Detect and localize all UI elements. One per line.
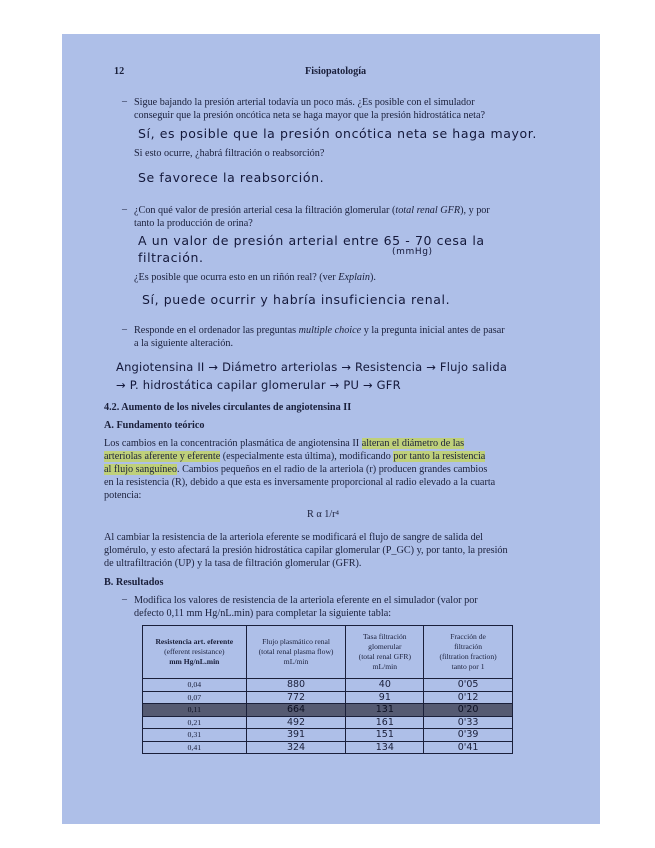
table-cell: 0'33 bbox=[424, 716, 513, 729]
table-row bbox=[143, 729, 513, 742]
bullet4-line1: Modifica los valores de resistencia de la arteriola eferente en el simulador (valor por bbox=[134, 595, 478, 606]
table-row-default bbox=[143, 704, 513, 717]
page-number: 12 bbox=[114, 66, 125, 77]
handwritten-unit: (mmHg) bbox=[392, 247, 433, 257]
table-cell: 0,11 bbox=[143, 704, 247, 717]
para2-line2: glomérulo, y esto afectará la presión hidrostática capilar glomerular (P_GC) y, por tanto, la presión bbox=[104, 545, 508, 556]
handwritten-answer-2: Se favorece la reabsorción. bbox=[138, 170, 325, 185]
para1-line5: potencia: bbox=[104, 490, 142, 501]
table-cell: 91 bbox=[346, 691, 424, 704]
table-cell: 0'20 bbox=[424, 704, 513, 717]
handwritten-answer-3: A un valor de presión arterial entre 65 - 70 cesa la bbox=[138, 233, 485, 248]
para2-line1: Al cambiar la resistencia de la arteriola eferente se modificará el flujo de sangre de salida del bbox=[104, 532, 484, 543]
col-header-filtration-fraction: Fracción de filtración (filtration fraction) tanto por 1 bbox=[424, 626, 513, 679]
bullet3-line2: a la siguiente alteración. bbox=[134, 338, 233, 349]
bullet-dash: – bbox=[122, 324, 127, 335]
table-cell: 40 bbox=[346, 679, 424, 692]
table-cell: 0,41 bbox=[143, 741, 247, 754]
handwritten-answer-3b: filtración. bbox=[138, 250, 204, 265]
bullet-dash: – bbox=[122, 594, 127, 605]
bullet1-line2: conseguir que la presión oncótica neta se haga mayor que la presión hidrostática neta? bbox=[134, 110, 486, 121]
bullet1-line1: Sigue bajando la presión arterial todavía un poco más. ¿Es posible con el simulador bbox=[134, 97, 475, 108]
bullet4-line2: defecto 0,11 mm Hg/nL.min) para completar la siguiente tabla: bbox=[134, 608, 392, 619]
section-heading: 4.2. Aumento de los niveles circulantes de angiotensina II bbox=[104, 402, 352, 413]
table-row bbox=[143, 716, 513, 729]
table-cell: 0,07 bbox=[143, 691, 247, 704]
bullet-dash: – bbox=[122, 204, 127, 215]
para1-line1: Los cambios en la concentración plasmática de angiotensina II alteran el diámetro de las bbox=[104, 438, 465, 449]
table-cell: 664 bbox=[246, 704, 346, 717]
bullet-dash: – bbox=[122, 96, 127, 107]
para1-line3: al flujo sanguíneo. Cambios pequeños en el radio de la arteriola (r) producen grandes cambios bbox=[104, 464, 488, 475]
table-cell: 151 bbox=[346, 729, 424, 742]
bullet3-line1: Responde en el ordenador las preguntas multiple choice y la pregunta inicial antes de pasar bbox=[134, 325, 505, 336]
table-row bbox=[143, 691, 513, 704]
bullet2-line2: tanto la producción de orina? bbox=[134, 218, 253, 229]
table-cell: 0,21 bbox=[143, 716, 247, 729]
table-cell: 0'12 bbox=[424, 691, 513, 704]
table-cell: 391 bbox=[246, 729, 346, 742]
table-cell: 0'39 bbox=[424, 729, 513, 742]
handwritten-answer-4: Sí, puede ocurrir y habría insuficiencia renal. bbox=[142, 292, 451, 307]
para1-line2: arteriolas aferente y eferente (especialmente esta última), modificando por tanto la resistencia bbox=[104, 451, 486, 462]
table-cell: 161 bbox=[346, 716, 424, 729]
bullet1-follow-up: Si esto ocurre, ¿habrá filtración o reabsorción? bbox=[134, 148, 325, 159]
table-cell: 0'05 bbox=[424, 679, 513, 692]
handwritten-chain-line2: → P. hidrostática capilar glomerular → PU → GFR bbox=[116, 378, 401, 392]
table-cell: 134 bbox=[346, 741, 424, 754]
table-cell: 772 bbox=[246, 691, 346, 704]
col-header-gfr: Tasa filtración glomerular (total renal GFR) mL/min bbox=[346, 626, 424, 679]
table-cell: 0'41 bbox=[424, 741, 513, 754]
handwritten-chain-line1: Angiotensina II → Diámetro arteriolas → Resistencia → Flujo salida bbox=[116, 360, 508, 374]
table-cell: 324 bbox=[246, 741, 346, 754]
handwritten-answer-1: Sí, es posible que la presión oncótica neta se haga mayor. bbox=[138, 126, 537, 141]
subsection-b-heading: B. Resultados bbox=[104, 577, 164, 588]
bullet2-follow-up: ¿Es posible que ocurra esto en un riñón real? (ver Explain). bbox=[134, 272, 376, 283]
formula: R α 1/r⁴ bbox=[307, 509, 340, 520]
subsection-a-heading: A. Fundamento teórico bbox=[104, 420, 205, 431]
bullet2-line1: ¿Con qué valor de presión arterial cesa la filtración glomerular (total renal GFR), y por bbox=[134, 205, 490, 216]
para1-line4: en la resistencia (R), debido a que esta es inversamente proporcional al radio elevado a la cuarta bbox=[104, 477, 496, 488]
scanned-page bbox=[62, 34, 600, 824]
col-header-plasma-flow: Flujo plasmático renal (total renal plasma flow) mL/min bbox=[246, 626, 346, 679]
table-cell: 0,31 bbox=[143, 729, 247, 742]
table-row bbox=[143, 679, 513, 692]
table-cell: 131 bbox=[346, 704, 424, 717]
table-header-row bbox=[143, 626, 513, 679]
para2-line3: de ultrafiltración (UP) y la tasa de filtración glomerular (GFR). bbox=[104, 558, 362, 569]
page-header-title: Fisiopatología bbox=[305, 66, 367, 77]
table-cell: 0,04 bbox=[143, 679, 247, 692]
col-header-resistance: Resistencia art. eferente (efferent resistance) mm Hg/nL.min bbox=[143, 626, 247, 679]
table-cell: 492 bbox=[246, 716, 346, 729]
table-row bbox=[143, 741, 513, 754]
table-cell: 880 bbox=[246, 679, 346, 692]
results-table bbox=[142, 625, 513, 754]
